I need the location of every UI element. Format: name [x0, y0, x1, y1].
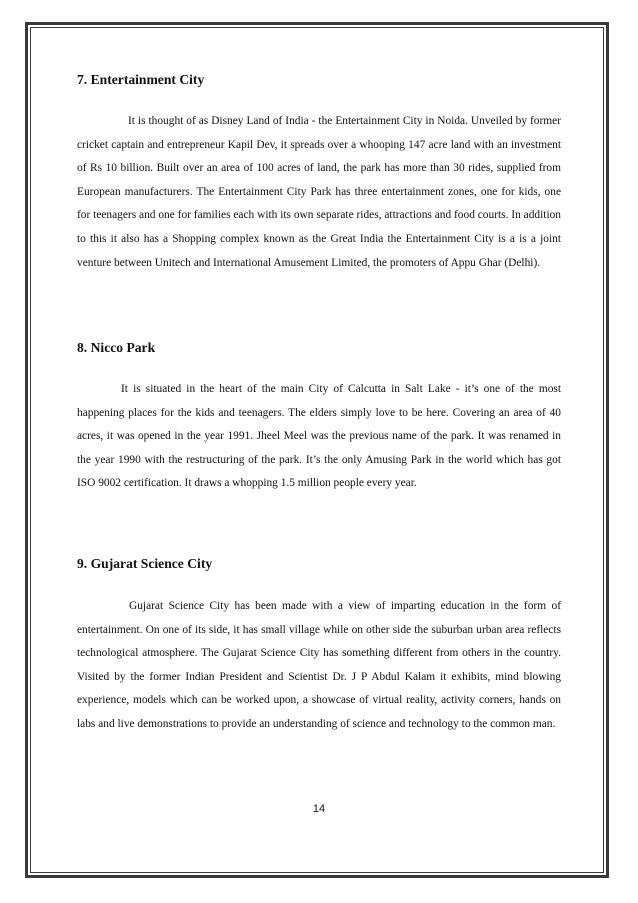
section-nicco-park — [77, 340, 561, 496]
section-heading: 7. Entertainment City — [77, 72, 205, 87]
section-gujarat-science-city — [77, 556, 561, 737]
section-entertainment-city — [77, 72, 561, 275]
section-paragraph: Gujarat Science City has been made with a view of imparting education in the form of entertainment. On one of its side, it has small village while on other side the suburban urban area reflects technological atmosphere. The Gujarat Science City has something different from others in the country. Visited by the former Indian President and Scientist Dr. J P Abdul Kalam it exhibits, mind blowing experience, models which can be worked upon, a showcase of virtual reality, activity corners, hands on labs and live demonstrations to provide an understanding of science and technology to the common man. — [77, 600, 561, 730]
section-paragraph: It is situated in the heart of the main City of Calcutta in Salt Lake - it’s one of the most happening places for the kids and teenagers. The elders simply love to be here. Covering an area of 40 acres, it was opened in the year 1991. Jheel Meel was the previous name of the park. It was renamed in the year 1990 with the restructuring of the park. It’s the only Amusing Park in the world which has got ISO 9002 certification. It draws a whopping 1.5 million people every year. — [77, 383, 561, 490]
page-number: 14 — [312, 803, 326, 815]
section-heading: 8. Nicco Park — [77, 340, 156, 355]
section-paragraph: It is thought of as Disney Land of India - the Entertainment City in Noida. Unveiled by former cricket captain and entrepreneur Kapil Dev, it spreads over a whooping 147 acre land with an investment of Rs 10 billion. Built over an area of 100 acres of land, the park has more than 30 rides, supplied from European manufacturers. The Entertainment City Park has three entertainment zones, one for kids, one for teenagers and one for families each with its own separate rides, attractions and food courts. In addition to this it also has a Shopping complex known as the Great India the Entertainment City is a is a joint venture between Unitech and International Amusement Limited, the promoters of Appu Ghar (Delhi). — [77, 115, 561, 269]
section-heading: 9. Gujarat Science City — [77, 556, 213, 571]
